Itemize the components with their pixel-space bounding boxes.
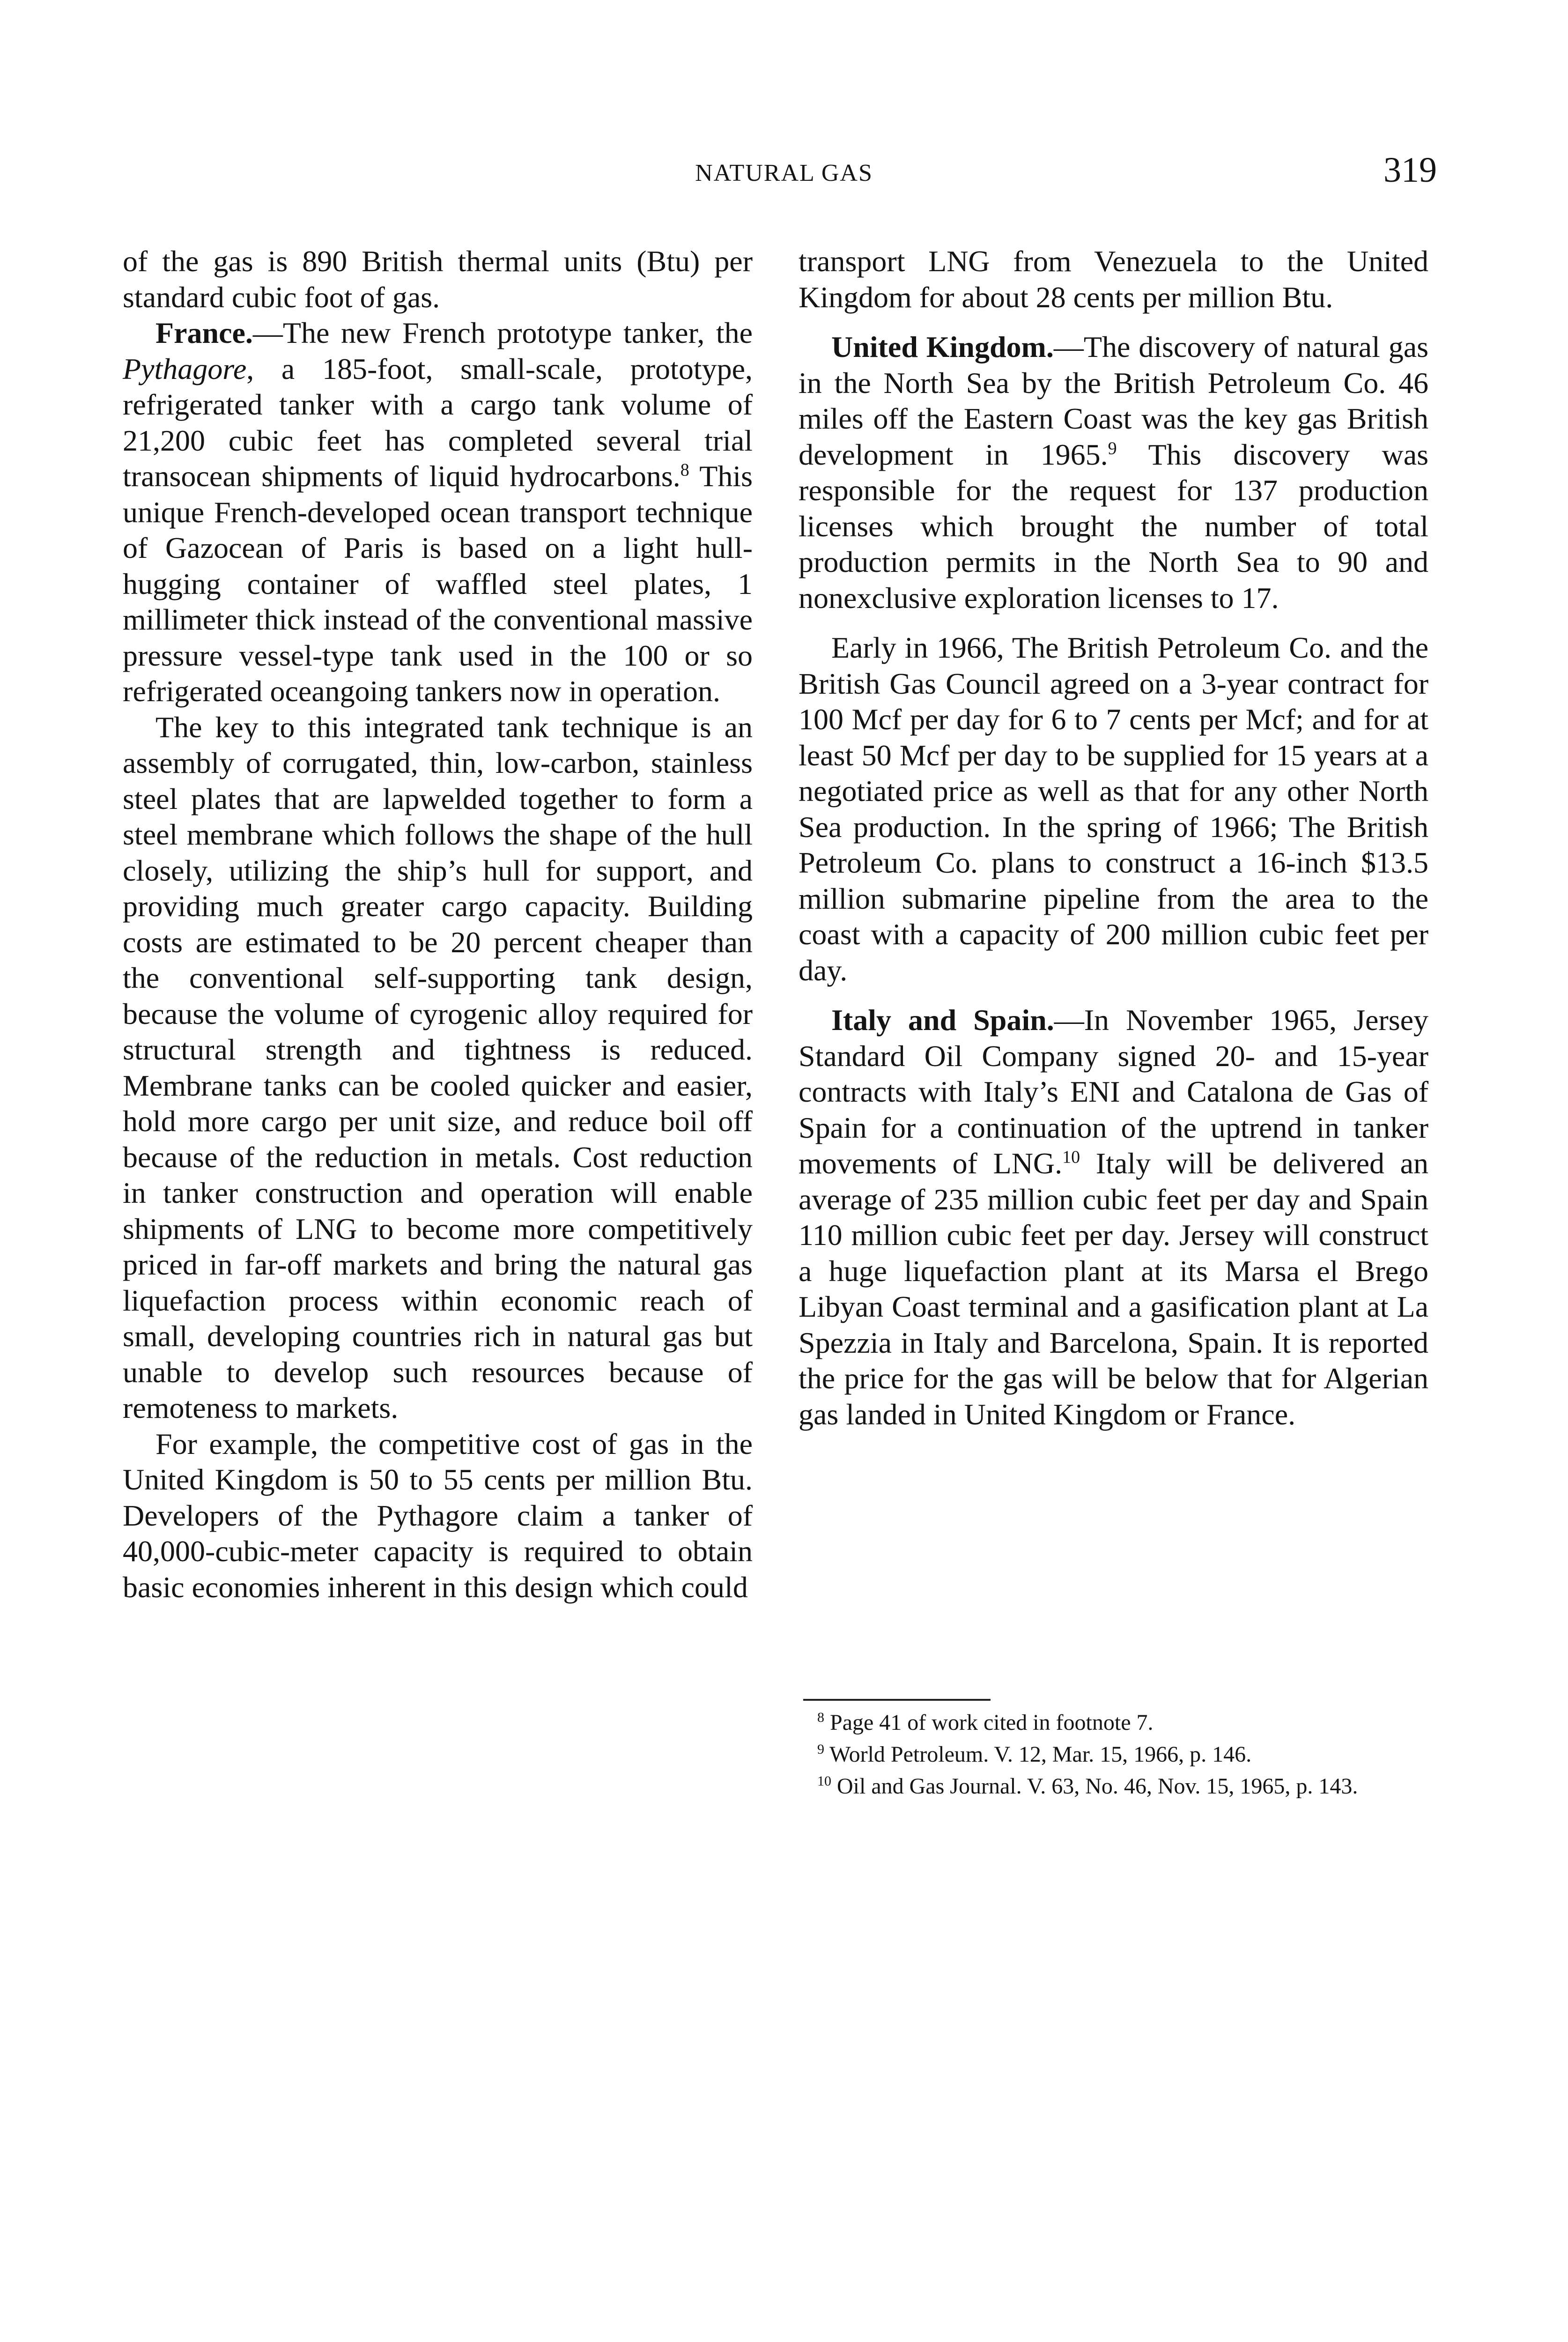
em-dash: — — [1054, 1003, 1084, 1037]
footnote-text: Oil and Gas Journal. V. 63, No. 46, Nov. 15, 1965, p. 143. — [837, 1774, 1358, 1799]
text-run: This unique French-developed ocean transport technique of Gazocean of Paris is based on a light hull-hugging container of waffled steel plates, 1 millimeter thick instead of the conventional massive pressure vessel-type tank used in the 100 or so refrigerated oceangoing tankers now in operation. — [123, 460, 753, 708]
footnotes — [799, 1710, 1428, 1805]
paragraph-bp-contract: Early in 1966, The British Petroleum Co. and the British Gas Council agreed on a 3-year contract for 100 Mcf per day for 6 to 7 cents per Mcf; and for at least 50 Mcf per day to be supplied for 15 years at a negotiated price as well as that for any other North Sea production. In the spring of 1966; The British Petroleum Co. plans to construct a 16-inch $13.5 million submarine pipeline from the area to the coast with a capacity of 200 million cubic feet per day. — [799, 631, 1428, 987]
footnote-text: World Petroleum. V. 12, Mar. 15, 1966, p. 146. — [829, 1742, 1252, 1767]
section-heading-italy-spain: Italy and Spain. — [831, 1003, 1054, 1037]
footnote-divider — [803, 1699, 991, 1701]
footnote-ref-10: 10 — [1062, 1147, 1080, 1167]
paragraph-italy-spain — [799, 1002, 1428, 1432]
footnote-text: Page 41 of work cited in footnote 7. — [830, 1710, 1154, 1735]
right-column — [799, 244, 1428, 1432]
paragraph-gas-btu: of the gas is 890 British thermal units (Btu) per standard cubic foot of gas. — [123, 245, 753, 314]
footnote-ref-8: 8 — [680, 460, 689, 480]
text-run: In November 1965, Jersey Standard Oil Company signed 20- and 15-year contracts with Italy’s ENI and Catalona de Gas of Spain for a continuation of the uptrend in tanker movements of LNG. — [799, 1003, 1429, 1180]
section-heading-france: France. — [155, 316, 253, 349]
footnote-10 — [799, 1773, 1428, 1800]
footnote-9 — [799, 1742, 1428, 1768]
paragraph-tank-technique: The key to this integrated tank technique is an assembly of corrugated, thin, low-carbon, stainless steel plates that are lapwelded together to form a steel membrane which follows the shape of the hull closely, utilizing the ship’s hull for support, and providing much greater cargo capacity. Building costs are estimated to be 20 percent cheaper than the conventional self-supporting tank design, because the volume of cyrogenic alloy required for structural strength and tightness is reduced. Membrane tanks can be cooled quicker and easier, hold more cargo per unit size, and reduce boil off because of the reduction in metals. Cost reduction in tanker construction and operation will enable shipments of LNG to become more competitively priced in far-off markets and bring the natural gas liquefaction process within economic reach of small, developing countries rich in natural gas but unable to develop such resources because of remoteness to markets. — [123, 710, 753, 1424]
left-column — [123, 244, 753, 1605]
footnote-mark: 9 — [817, 1742, 824, 1757]
paragraph-france — [123, 315, 753, 710]
page-number: 319 — [1383, 150, 1437, 190]
paragraph-venezuela: transport LNG from Venezuela to the United Kingdom for about 28 cents per million Btu. — [799, 245, 1428, 314]
paragraph-competitive-cost: For example, the competitive cost of gas in the United Kingdom is 50 to 55 cents per million Btu. Developers of the Pythagore claim a tanker of 40,000-cubic-meter capacity is required to obtain basic economies inherent in this design which could — [123, 1427, 753, 1604]
footnote-ref-9: 9 — [1108, 438, 1117, 459]
em-dash: — — [252, 316, 283, 349]
footnote-mark: 10 — [817, 1773, 831, 1789]
text-run: , a 185-foot, small-scale, prototype, refrigerated tanker with a cargo tank volume of 21,200 cubic feet has completed several trial transocean shipments of liquid hydrocarbons. — [123, 352, 753, 493]
footnote-8 — [799, 1710, 1428, 1736]
paragraph-united-kingdom — [799, 329, 1428, 616]
text-run: Italy will be delivered an average of 235 million cubic feet per day and Spain 110 million cubic feet per day. Jersey will construct a huge liquefaction plant at its Marsa el Brego Libyan Coast terminal and a gasification plant at La Spezzia in Italy and Barcelona, Spain. It is reported the price for the gas will be below that for Algerian gas landed in United Kingdom or France. — [799, 1147, 1429, 1431]
footnote-mark: 8 — [817, 1710, 824, 1725]
running-head: NATURAL GAS — [695, 160, 873, 186]
text-run: The new French prototype tanker, the — [282, 316, 753, 349]
em-dash: — — [1053, 330, 1084, 363]
section-heading-united-kingdom: United Kingdom. — [831, 330, 1054, 363]
text-run: This discovery was responsible for the request for 137 production licenses which brought the number of total production permits in the North Sea to 90 and nonexclusive exploration licenses to 17. — [799, 437, 1429, 615]
text-run: The discovery of natural gas in the North Sea by the British Petroleum Co. 46 miles off the Eastern Coast was the key gas British development in 1965. — [799, 330, 1429, 471]
ship-name: Pythagore — [123, 352, 247, 385]
